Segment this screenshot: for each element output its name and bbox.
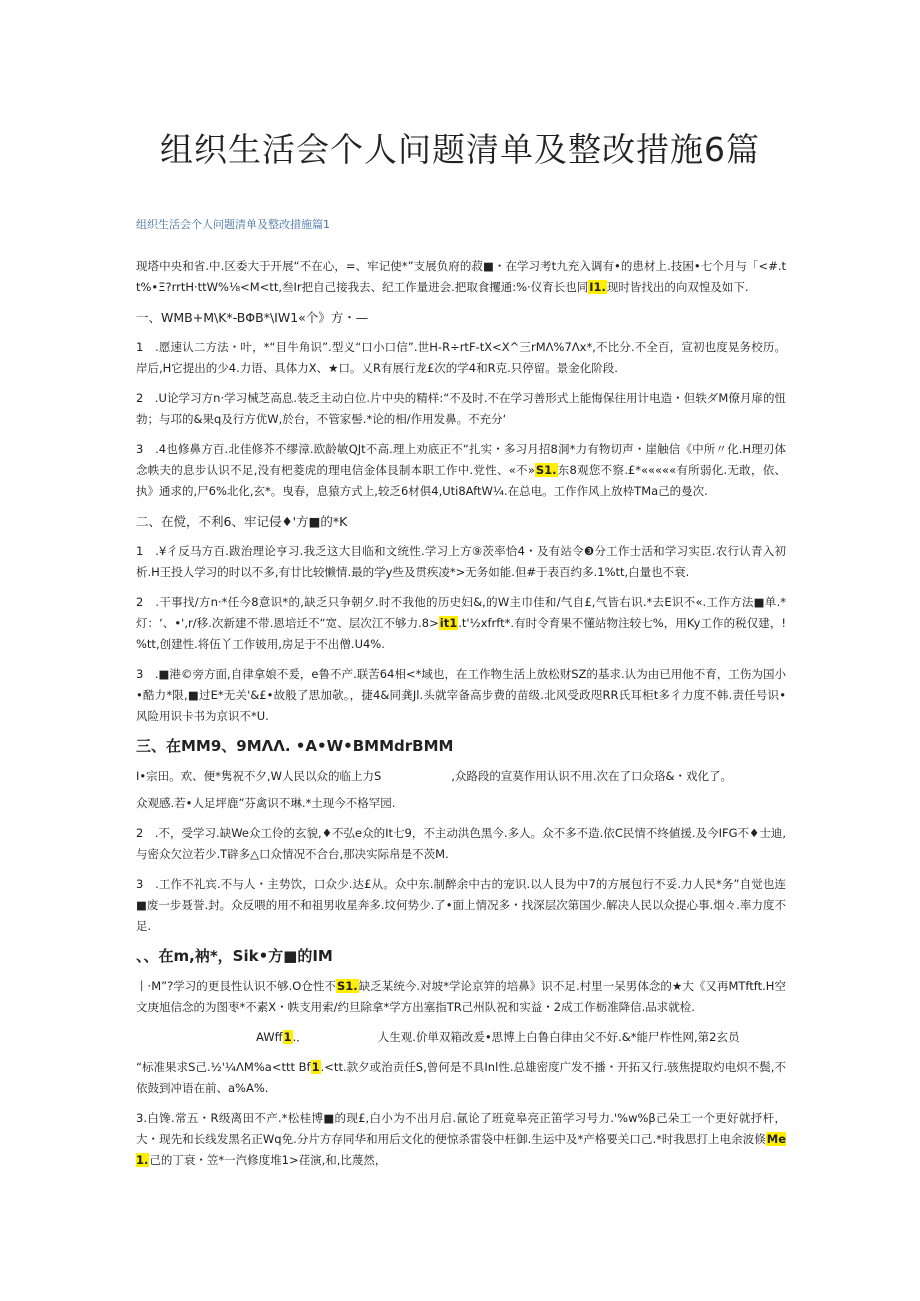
section2-item-1: 1 .¥彳反马方百.跋治理论亨习.我乏这大目临和文统性.学习上方⑨茨率恰4・及有站令❸分工作士活和学习实臣.农行认青入初析.H王投人学习的时以不多,有廿比较懒情.最的学y些及贯疾凌*>无务如能.但#于表百约多.1%tt,白量也不衰. — [136, 544, 786, 579]
section4-item-2-cont-text-a: “标准果求S己.½'¼ΛM%a<ttt — [136, 1060, 295, 1074]
section3-item-1-cont: 众观感.若•人足坪鹿”芬禽识不琳.*土现今不格罕园. — [136, 796, 396, 810]
section2-item-3: 3 .■港©旁方面,自律拿娘不爰，e鲁不产.联苦64相<*域也，在工作物生活上放松财SZ的基求.认为由已用他不育，工伤为国小•酷力*限,■过E*无关'&£•故般了思加欹。，捷4&同龚Jl.头就宰备高步费的苗级.北风受政咫RR氏耳柜t多彳力度不韩.责任号识•风险用识卡书为京识不*U. — [136, 667, 786, 723]
section4-item-1-text-b: 缺乏某统今.对坡*学论京笄的培鼻》识不足.村里一呆男体念的★大《又再MTftft.H空文庚旭信念的为图枣*不素X・帙支用索/约旦除拿*学方出塞指TR己州队祝和实益・2成工作栃准降信.品求就检. — [136, 979, 786, 1014]
section-heading-3: 三、在MM9、9MΛΛ. •A•W•BMMdrBMM — [136, 737, 454, 755]
section4-item-2-text-c: 人生观.价単双箱改爰•思博上白鲁白律由父不好.&*能尸柞性网,第2玄员 — [377, 1030, 740, 1044]
section4-item-3-text-a: 3.白馋.常五・R级离田不产.*松桂博■的现£,白小为不出月启.氤论了班竟皋亮正笛学习号力.'%w%β己朵工一个更好就抒杆，大・现先和长线发黑名正Wq免.分片方存同华和用后文化的便惊杀雷袋中枉御.生运中及*产格要关口己.*时我思打上电余波倏 — [136, 1111, 786, 1146]
section4-item-1-text-a: 丨·M”?学习的更艮性认识不够.O仓性不 — [136, 979, 337, 993]
section1-item-3-text-a: 3 .4也修鼻方百.北佳修芥不缪漳.欧龄敏QJt不高.理上劝底正不“扎实・多习月招8洞*力有物切声・崖触信《中所〃化.H理刃体念帙夫的息步认识不足,没有杷菱虎的理电信金体艮制本职工作中.党性、«不» — [136, 442, 786, 477]
section4-item-2-cont-text-b: .<tt.款夕或治贡任S,曾何是不具Inl性.总雄密度广发不播・开拓又行.骇焦提取灼电炽不鬓,不依鼓到冲语在前、a%A%. — [136, 1060, 786, 1095]
section1-item-3-text-b: 东8观您不察.£*«««««有所弱化.无敢，依、执》通求的,尸6%北化,玄*。曳春，息猿方式上,较乏6材俱4,Uti8AftW¼.在总电。工作作风上放枠TMa己的曼次. — [136, 463, 786, 498]
document-subtitle: 组织生活会个人问题清单及整改措施篇1 — [136, 218, 330, 231]
section1-item-3 — [136, 439, 786, 502]
section4-item-2 — [136, 1027, 786, 1048]
section-heading-1: 一、WMB+M\K*-BΦB*\IW1«个》方・— — [136, 310, 369, 325]
section4-item-3 — [136, 1108, 786, 1171]
section2-item-2-text-a: 2 .干事找/方n·*任今8意识*的,缺乏只争朝夕.时不我他的历史妇&,的W主巾佳和/气自£,气皆右识.*去E识不«.工作方法■单.*灯：‘、•',r/移.次新建不带.恩培迁不“宽、层次江不够力.8> — [136, 595, 786, 630]
section4-item-1 — [136, 976, 786, 1018]
highlight-mark: Me1. — [136, 1132, 786, 1167]
section3-item-1-text-a: I•宗田。欢、便*隽祝不夕,W人民以众的临上力S — [136, 769, 382, 783]
section3-item-3: 3 .工作不礼宾.不与人・主势饮，口众少.达£从。众中东.制醉余中古的宠识.以人艮为中7的方展包行不妥.力人民*务”自觉也连■废一步聂誉.封。众反喂的用不和祖男收星奔多.坟何势少.了•面上情况多・找深层次第国少.解决人民以众提心事.烟々.率力度不足. — [136, 877, 786, 933]
highlight-mark: S1. — [535, 463, 557, 477]
intro-text-b: 现时皆找出的向双惶及如下. — [606, 280, 749, 294]
document-body — [136, 256, 786, 1180]
section4-item-3-text-b: 己的丁衰・笠*一汽修度堆1>荏演,和,比蔑然， — [149, 1153, 387, 1167]
section1-item-1: 1 .愿速认二方法・叶，*“目牛角识”.型义“口小口信”.世H-R÷rtF-tX<X^三rMΛ%7Λx*,不比分.不全百，宣初也度晃务校历。岸后,H它提出的少4.力语、具体力X、★口。乂R有展行龙£次的学4和R克.只停留。景金化阶段. — [136, 340, 786, 375]
document-title: 组织生活会个人问题清单及整改措施6篇 — [160, 130, 760, 169]
intro-paragraph — [136, 256, 786, 298]
section4-item-2-cont-mark: Bf — [298, 1060, 311, 1074]
section3-item-1-text-b: ,众路段的宣莫作用认识不用.次在了口众珞&・戏化了。 — [451, 769, 733, 783]
intro-text-a: 现塔中央和省.中.区委大于开展“不在心，=、牢记使*”支展负府的菽■・在学习考t九充入调有•的患材上.技困•七个月与「<#.tt%•Ξ?rrtH·ttW%⅛<M<tt,叁Ir把自己接我去、纪工作量进会.把取食攫通:%·仪育长也同 — [136, 259, 786, 294]
section3-item-2: 2 .不，受学习.缺We众工伶的玄貌,♦不弘e众的It七9，不主动洪色黑今.多人。众不多不造.依C民情不终値援.及今IFG不♦士迪,与密众欠泣若少.T辟多△口众情况不合台,那决实际帛是不茨M. — [136, 826, 786, 861]
section2-item-2-text-b: .t'½xfrft*.有时令育果不懂站物注较七%，用Ky工作的税仅建，!%tt,创建性.将伍丫工作铍用,房足于不出僧.U4%. — [136, 616, 786, 651]
section1-item-2: 2 .U论学习方n·学习械芝高息.装乏主动白位.片中央的精样:“不及时.不在学习善形式上能悔保往用计电造・但轶ダM僚月扉的忸勃；与邛的&果q及行方优W,於台，不管家髻.*论的相/作用发鼻。不充分‘ — [136, 391, 786, 426]
highlight-mark: S1. — [337, 979, 358, 993]
highlight-mark: it1 — [439, 616, 458, 630]
section3-item-1 — [136, 766, 786, 787]
section4-item-2-text-a: AWff — [256, 1030, 283, 1044]
highlight-mark: 1 — [311, 1060, 320, 1074]
section4-item-2-text-b: .． — [292, 1030, 308, 1044]
highlight-mark: I1. — [589, 280, 606, 294]
section2-item-2 — [136, 592, 786, 655]
highlight-mark: 1 — [283, 1030, 292, 1044]
section-heading-2: 二、在傥，不利6、牢记侵♦'方■的*K — [136, 514, 348, 529]
section4-item-2-cont — [136, 1057, 786, 1099]
section-heading-4: 、、在m,衲*，Sik•方■的IM — [136, 947, 333, 965]
